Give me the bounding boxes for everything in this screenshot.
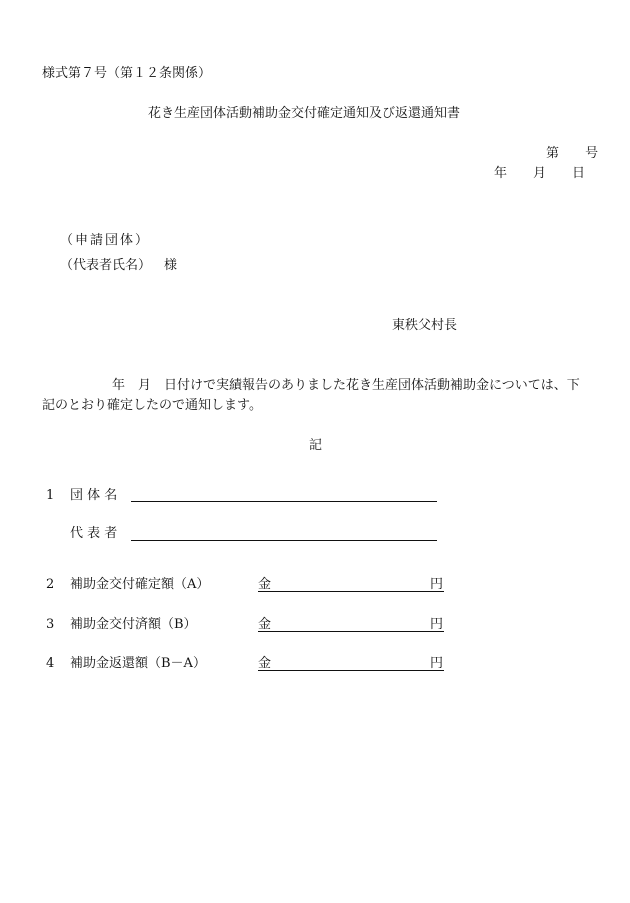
body-text-line-1: 年 月 日付けで実績報告のありました花き生産団体活動補助金については、下 bbox=[112, 378, 580, 393]
recipient-honorific: 様 bbox=[164, 258, 178, 273]
group-name-label: 団 体 名 bbox=[70, 488, 118, 503]
recipient-group-label: （申請団体） bbox=[60, 233, 151, 248]
paid-amount-suffix: 円 bbox=[430, 617, 444, 632]
representative-field-line bbox=[131, 540, 437, 541]
form-number: 様式第７号（第１２条関係） bbox=[42, 66, 212, 81]
refund-amount-suffix: 円 bbox=[430, 656, 444, 671]
document-number: 第 号 bbox=[546, 146, 602, 161]
recipient-representative-label: （代表者氏名） bbox=[60, 258, 152, 273]
sender-name: 東秩父村長 bbox=[392, 318, 458, 333]
confirmed-amount-suffix: 円 bbox=[430, 577, 444, 592]
confirmed-amount-prefix: 金 bbox=[258, 577, 272, 592]
paid-amount-field-line bbox=[258, 631, 444, 632]
confirmed-amount-label: 補助金交付確定額（A） bbox=[70, 577, 210, 592]
refund-amount-prefix: 金 bbox=[258, 656, 272, 671]
refund-amount-label: 補助金返還額（B－A） bbox=[70, 656, 206, 671]
paid-amount-prefix: 金 bbox=[258, 617, 272, 632]
confirmed-amount-field-line bbox=[258, 591, 444, 592]
item-number-3: 3 bbox=[46, 617, 55, 632]
item-number-4: 4 bbox=[46, 656, 55, 671]
item-number-2: 2 bbox=[46, 577, 55, 592]
group-name-field-line bbox=[131, 501, 437, 502]
refund-amount-field-line bbox=[258, 670, 444, 671]
body-text-line-2: 記のとおり確定したので通知します。 bbox=[42, 398, 262, 413]
document-date: 年 月 日 bbox=[494, 166, 586, 181]
representative-label: 代 表 者 bbox=[70, 526, 118, 541]
paid-amount-label: 補助金交付済額（B） bbox=[70, 617, 197, 632]
document-title: 花き生産団体活動補助金交付確定通知及び返還通知書 bbox=[148, 106, 461, 121]
item-number-1: 1 bbox=[46, 488, 55, 503]
ki-heading: 記 bbox=[309, 438, 323, 453]
